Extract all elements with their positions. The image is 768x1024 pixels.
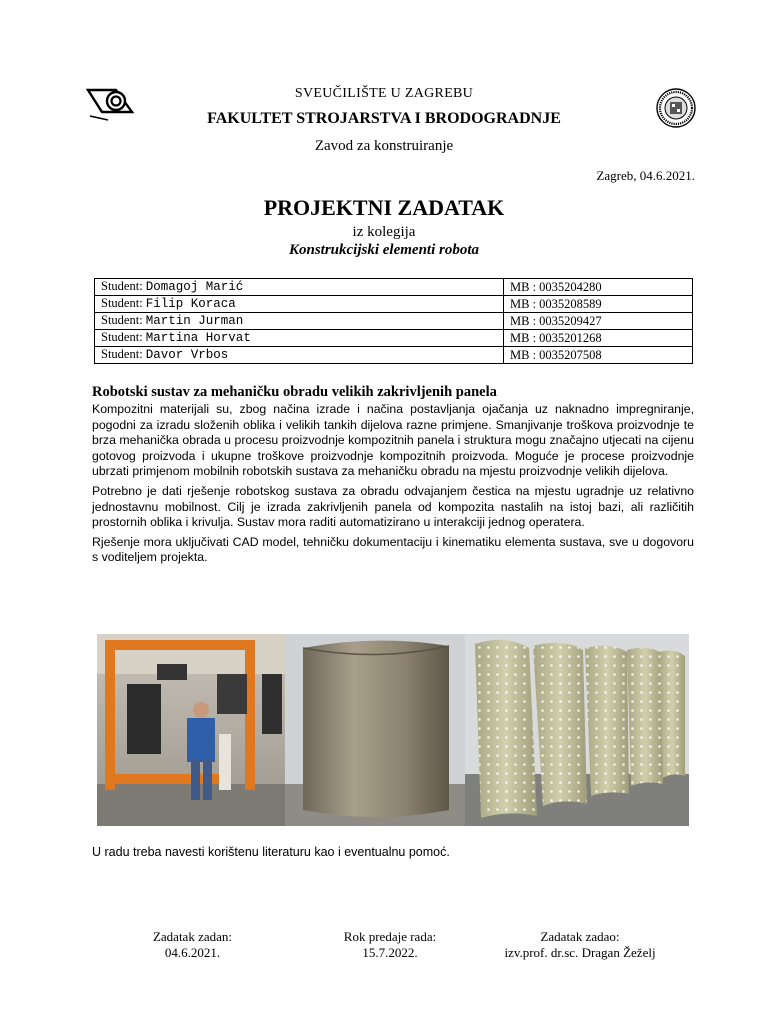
table-row: [95, 296, 693, 313]
robot-cell-photo: [97, 634, 285, 826]
assignment-paragraph-2: Potrebno je dati rješenje robotskog sustava za obradu odvajanjem čestica na mjestu ugradnje uz relativno jednostavnu mobilnost. Cilj je izrada zakrivljenih panela od kompozita nastalih na istoj bazi, ali različitih prostornih oblika i krivulja. Sustav mora raditi automatizirano u interakciji jednog operatera.: [92, 483, 694, 530]
composite-cylinder-photo: [285, 634, 465, 826]
document-date: Zagreb, 04.6.2021.: [596, 168, 695, 183]
student-name: Filip Koraca: [145, 297, 236, 311]
assignment-paragraph-1: Kompozitni materijali su, zbog načina izrade i načina postavljanja ojačanja uz naknadno impregniranje, pogodni za izradu složenih oblika i velikih tankih dijelova razne primjene. Smanjivanje troškova proizvodnje te brza mehanička obrada u procesu proizvodnje kompozitnih panela i struktura mogu značajno utjecati na cijenu gotovog proizvoda i ukupne troškove proizvodnje kompozitnih proizvoda. Moguće je procese proizvodnje ubrzati primjenom mobilnih robotskih sustava za mehaničku obradu na mjestu proizvodnje velikih dijelova.: [92, 402, 694, 479]
assigned-by-label: Zadatak zadao:: [540, 929, 620, 944]
student-name: Martin Jurman: [145, 314, 244, 328]
page-subtitle: iz kolegija: [352, 224, 416, 240]
student-mb: MB : 0035204280: [504, 279, 693, 296]
student-mb: MB : 0035207508: [504, 347, 693, 364]
assigned-by-name: izv.prof. dr.sc. Dragan Žeželj: [504, 945, 656, 960]
student-mb: MB : 0035209427: [504, 313, 693, 330]
student-label: Student:: [101, 313, 143, 327]
student-label: Student:: [101, 296, 143, 310]
students-table: [94, 278, 693, 364]
table-row: [95, 330, 693, 347]
student-mb: MB : 0035201268: [504, 330, 693, 347]
faculty-name: FAKULTET STROJARSTVA I BRODOGRADNJE: [207, 110, 561, 127]
assigned-by-block: [480, 929, 680, 961]
student-name: Martina Horvat: [145, 331, 251, 345]
given-label: Zadatak zadan:: [152, 929, 233, 944]
student-label: Student:: [101, 347, 143, 361]
student-name: Davor Vrbos: [145, 348, 229, 362]
student-cell: [95, 313, 504, 330]
due-date: 15.7.2022.: [362, 945, 418, 960]
literature-note: U radu treba navesti korištenu literaturu kao i eventualnu pomoć.: [92, 845, 450, 859]
university-name: SVEUČILIŠTE U ZAGREBU: [294, 86, 474, 101]
course-name: Konstrukcijski elementi robota: [288, 242, 480, 258]
student-mb: MB : 0035208589: [504, 296, 693, 313]
given-date: 04.6.2021.: [164, 945, 221, 960]
student-name: Domagoj Marić: [145, 280, 244, 294]
table-row: [95, 313, 693, 330]
department-name: Zavod za konstruiranje: [314, 138, 454, 154]
assignment-heading: Robotski sustav za mehaničku obradu velikih zakrivljenih panela: [92, 384, 497, 400]
perforated-panels-photo: [465, 634, 689, 826]
project-photos: [97, 634, 689, 826]
student-cell: [95, 296, 504, 313]
assignment-paragraph-3: Rješenje mora uključivati CAD model, tehničku dokumentaciju i kinematiku elementa sustava, sve u dogovoru s voditeljem projekta.: [92, 534, 694, 565]
due-label: Rok predaje rada:: [343, 929, 437, 944]
table-row: [95, 279, 693, 296]
student-cell: [95, 330, 504, 347]
student-cell: [95, 347, 504, 364]
student-label: Student:: [101, 279, 143, 293]
student-label: Student:: [101, 330, 143, 344]
submission-deadline-block: [310, 929, 470, 961]
page-title: PROJEKTNI ZADATAK: [263, 195, 505, 220]
assignment-text: [92, 384, 694, 570]
assignment-given-block: [110, 929, 275, 961]
student-cell: [95, 279, 504, 296]
table-row: [95, 347, 693, 364]
